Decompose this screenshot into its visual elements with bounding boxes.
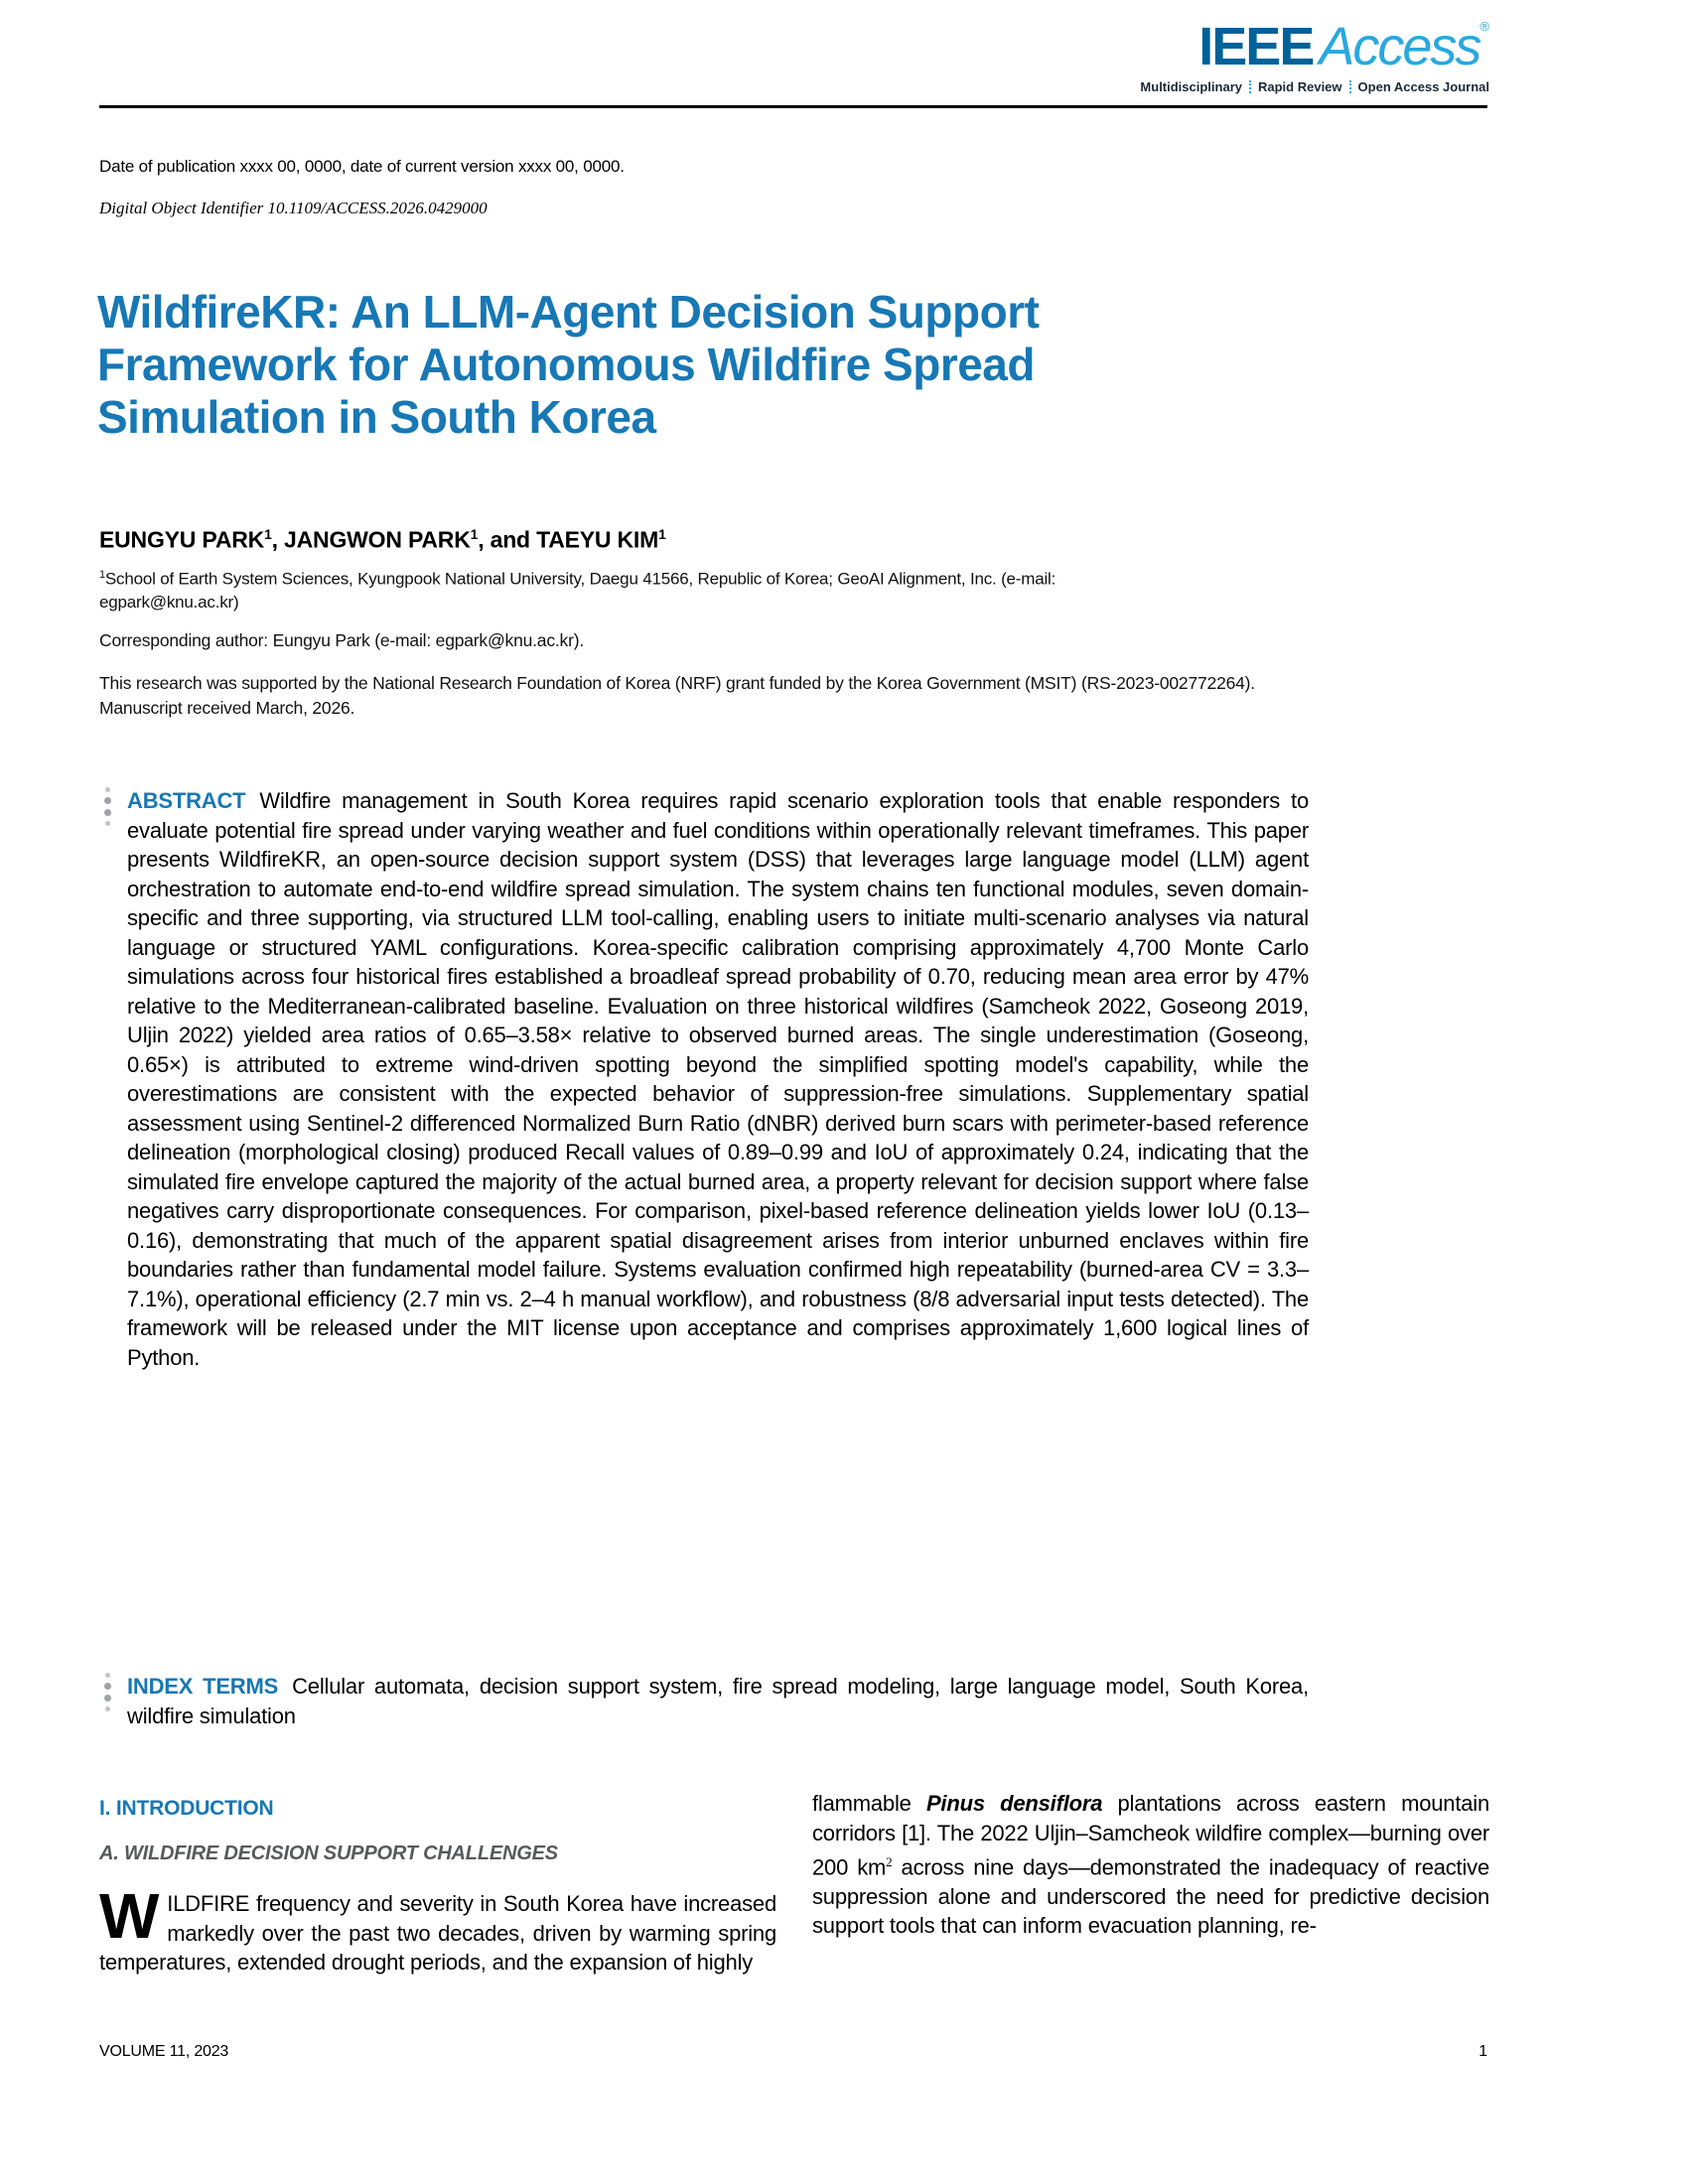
- index-terms-text: Cellular automata, decision support system, fire spread modeling, large language model, South Korea, wildfire simulation: [127, 1674, 1310, 1728]
- publication-info: [99, 157, 625, 218]
- author-separator: ,: [271, 526, 285, 553]
- author-name: JANGWON PARK: [284, 526, 471, 553]
- abstract-section: [127, 786, 1309, 1372]
- access-logo-text: Access: [1319, 17, 1480, 76]
- author-affiliation-mark: 1: [264, 526, 272, 542]
- author-separator: , and: [478, 526, 537, 553]
- species-name: Pinus densiflora: [925, 1791, 1103, 1816]
- page-footer: [99, 2043, 1487, 2061]
- author-names: [99, 526, 1470, 554]
- funding-note: This research was supported by the National Research Foundation of Korea (NRF) grant funded by the Korea Government (MSIT) (RS-2023-002772264). Manuscript received March, 2026.: [99, 673, 1255, 719]
- header-rule: [99, 105, 1487, 108]
- paper-title: [97, 286, 1039, 444]
- tagline-open-access: Open Access Journal: [1357, 79, 1489, 94]
- author-name: TAEYU KIM: [536, 526, 659, 553]
- subsection-heading-challenges: A. WILDFIRE DECISION SUPPORT CHALLENGES: [99, 1843, 558, 1864]
- volume-label: VOLUME 11, 2023: [99, 2043, 229, 2060]
- index-terms-label: INDEX TERMS: [127, 1674, 279, 1699]
- index-terms-section: [127, 1672, 1309, 1731]
- journal-tagline: [1140, 79, 1489, 94]
- affiliation-line: [99, 563, 1182, 615]
- doi-line: Digital Object Identifier 10.1109/ACCESS.2026.0429000: [99, 199, 488, 217]
- author-block: [99, 526, 1470, 721]
- corresponding-author-line: Corresponding author: Eungyu Park (e-mail: egpark@knu.ac.kr).: [99, 630, 585, 651]
- ieee-logo-text: IEEE: [1198, 17, 1314, 76]
- page-number: 1: [1478, 2043, 1487, 2060]
- intro-right-column: [812, 1789, 1489, 1978]
- author-affiliation-mark: 1: [658, 526, 666, 542]
- paper-title-line: Framework for Autonomous Wildfire Spread: [97, 339, 1035, 390]
- intro-columns: [99, 1789, 1489, 1978]
- intro-left-column: [99, 1789, 776, 1978]
- intro-paragraph-left: [99, 1880, 776, 1978]
- drop-cap: W: [99, 1880, 160, 1952]
- registered-mark: ®: [1479, 19, 1489, 34]
- intro-left-text: ILDFIRE frequency and severity in South Korea have increased markedly over the past two decades, driven by warming spring temperatures, extended drought periods, and the expansion of highly: [99, 1891, 776, 1975]
- dotted-separator-icon: [1249, 80, 1251, 93]
- tagline-rapid-review: Rapid Review: [1258, 79, 1342, 94]
- section-dots-icon: [104, 1673, 111, 1711]
- section-dots-icon: [104, 787, 111, 826]
- paper-title-line: Simulation in South Korea: [97, 391, 656, 443]
- author-name: EUNGYU PARK: [99, 526, 265, 553]
- affiliation-text: School of Earth System Sciences, Kyungpook National University, Daegu 41566, Republic of Korea; GeoAI Alignment, Inc. (e-mail: egpark@knu.ac.kr): [99, 569, 1056, 613]
- publication-date-line: Date of publication xxxx 00, 0000, date of current version xxxx 00, 0000.: [99, 157, 625, 176]
- intro-right-text: plantations across eastern mountain corridors [1]. The 2022 Uljin–Samcheok wildfire complex—burning over 200 km: [812, 1791, 1489, 1880]
- affiliation-mark: 1: [99, 568, 105, 581]
- author-affiliation-mark: 1: [470, 526, 479, 542]
- tagline-multidisciplinary: Multidisciplinary: [1140, 79, 1242, 94]
- intro-paragraph-right: [812, 1789, 1489, 1941]
- paper-title-line: WildfireKR: An LLM-Agent Decision Support: [97, 286, 1040, 338]
- journal-masthead: [1140, 17, 1489, 94]
- abstract-text: Wildfire management in South Korea requires rapid scenario exploration tools that enable responders to evaluate potential fire spread under varying weather and fuel conditions within operationally relevant timeframes. This paper presents WildfireKR, an open-source decision support system (DSS) that leverages large language model (LLM) agent orchestration to automate end-to-end wildfire spread simulation. The system chains ten functional modules, seven domain-specific and three supporting, via structured LLM tool-calling, enabling users to initiate multi-scenario analyses via natural language or structured YAML configurations. Korea-specific calibration comprising approximately 4,700 Monte Carlo simulations across four historical fires established a broadleaf spread probability of 0.70, reducing mean area error by 47% relative to the Mediterranean-calibrated baseline. Evaluation on three historical wildfires (Samcheok 2022, Goseong 2019, Uljin 2022) yielded area ratios of 0.65–3.58× relative to observed burned areas. The single underestimation (Goseong, 0.65×) is attributed to extreme wind-driven spotting beyond the simplified spotting model's capability, while the overestimations are consistent with the expected behavior of suppression-free simulations. Supplementary spatial assessment using Sentinel-2 differenced Normalized Burn Ratio (dNBR) derived burn scars with perimeter-based reference delineation (morphological closing) produced Recall values of 0.89–0.99 and IoU of approximately 0.24, indicating that the simulated fire envelope captured the majority of the actual burned area, a property relevant for decision support where false negatives carry disproportionate consequences. For comparison, pixel-based reference delineation yields lower IoU (0.13–0.16), demonstrating that much of the apparent spatial disagreement arises from interior unburned enclaves within fire boundaries rather than fundamental model failure. Systems evaluation confirmed high repeatability (burned-area CV = 3.3–7.1%), operational efficiency (2.7 min vs. 2–4 h manual workflow), and robustness (8/8 adversarial input tests detected). The framework will be released under the MIT license upon acceptance and comprises approximately 1,600 logical lines of Python.: [127, 788, 1309, 1370]
- ieee-access-logo: [1140, 17, 1489, 76]
- intro-right-text: across nine days—demonstrated the inadequacy of reactive suppression alone and underscored the need for predictive decision support tools that can inform evacuation planning, re-: [812, 1854, 1489, 1939]
- section-heading-introduction: I. INTRODUCTION: [99, 1797, 274, 1820]
- abstract-label: ABSTRACT: [127, 788, 246, 813]
- dotted-separator-icon: [1349, 80, 1351, 93]
- intro-right-text: flammable: [812, 1791, 926, 1816]
- km-squared-superscript: 2: [886, 1854, 893, 1869]
